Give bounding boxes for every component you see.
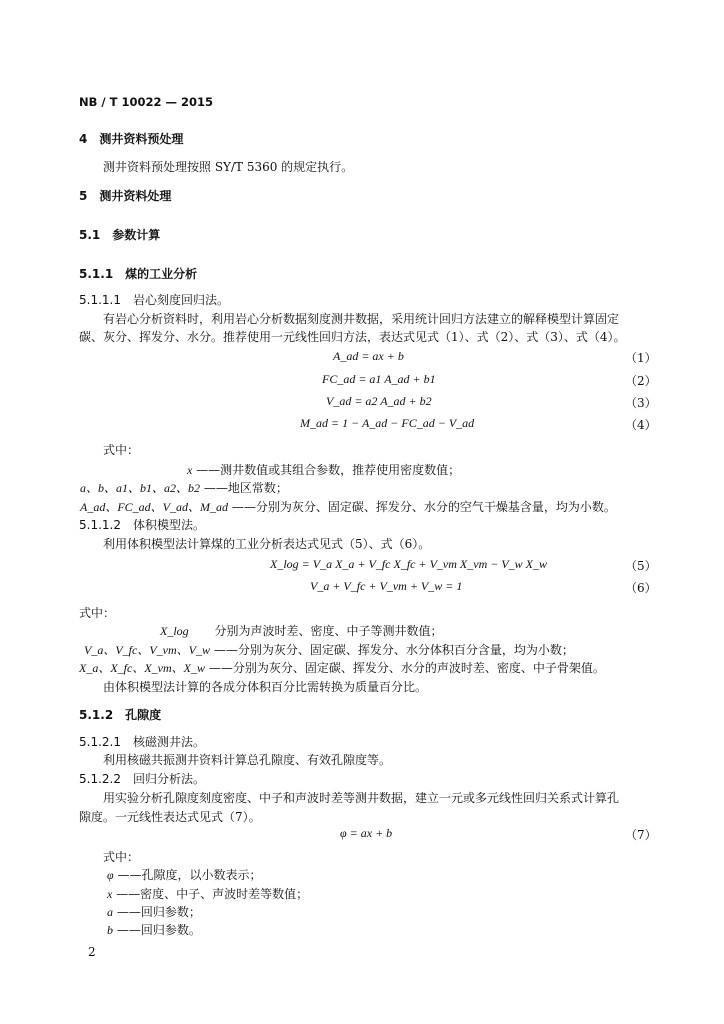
paragraph-line: 用实验分析孔隙度刻度密度、中子和声波时差等测井数据，建立一元或多元线性回归关系式计算孔: [103, 791, 620, 805]
definition-text: 分别为声波时差、密度、中子等测井数值；: [214, 624, 443, 638]
equation-4: M_ad = 1 − A_ad − FC_ad − V_ad: [300, 416, 475, 430]
equation-5: X_log = V_a X_a + V_fc X_fc + V_vm X_vm − V_w X_w: [270, 557, 548, 571]
section-4-text: 测井资料预处理按照 SY/T 5360 的规定执行。: [103, 160, 354, 174]
note: 由体积模型法计算的各成分体积百分比需转换为质量百分比。: [103, 680, 428, 694]
paragraph-line: 碳、灰分、挥发分、水分。推荐使用一元线性回归方法，表达式见式（1）、式（2）、式（3）、式（4）。: [79, 330, 626, 344]
definition-text: ——密度、中子、声波时差等数值；: [116, 887, 309, 901]
section-5-1-1-2-title: 5.1.1.2 体积模型法。: [79, 518, 205, 532]
equation-2: FC_ad = a1 A_ad + b1: [322, 372, 436, 386]
where-label: 式中：: [103, 443, 140, 457]
definition-row: [80, 479, 288, 496]
definition-text: ——回归参数；: [116, 905, 201, 919]
definition-symbol: b: [107, 923, 113, 937]
equation-number: （3）: [625, 396, 657, 410]
section-4-title: 4 测井资料预处理: [79, 132, 184, 146]
definition-row: [107, 903, 201, 920]
paragraph: 利用核磁共振测井资料计算总孔隙度、有效孔隙度等。: [103, 753, 392, 767]
definition-row: [107, 885, 308, 902]
definition-text: ——分别为灰分、固定碳、挥发分、水分的空气干燥基含量，均为小数。: [231, 500, 616, 514]
equation-number: （4）: [625, 418, 657, 432]
definition-text: ——回归参数。: [116, 923, 201, 937]
where-label: 式中：: [103, 850, 140, 864]
section-5-1-2-2-title: 5.1.2.2 回归分析法。: [79, 772, 205, 786]
definition-text: ——孔隙度，以小数表示；: [117, 868, 262, 882]
paragraph: 利用体积模型法计算煤的工业分析表达式见式（5）、式（6）。: [103, 537, 431, 551]
definition-text: ——地区常数；: [203, 481, 288, 495]
definition-symbol: X_log: [160, 624, 189, 638]
section-5-1-title: 5.1 参数计算: [79, 228, 161, 242]
definition-row: [187, 461, 460, 478]
section-5-1-2-1-title: 5.1.2.1 核磁测井法。: [79, 735, 205, 749]
standard-number: NB / T 10022 — 2015: [79, 95, 213, 109]
equation-7: φ = ax + b: [340, 826, 393, 840]
definition-symbol: a: [107, 905, 113, 919]
paragraph-line: 有岩心分析资料时，利用岩心分析数据刻度测井数据，采用统计回归方法建立的解释模型计算固定: [103, 312, 620, 326]
definition-symbol: x: [187, 463, 193, 477]
equation-number: （7）: [625, 828, 657, 842]
definition-row: [107, 921, 201, 938]
definition-row: [160, 622, 443, 639]
definition-row: [79, 659, 605, 676]
equation-1: A_ad = ax + b: [333, 349, 404, 363]
equation-number: （6）: [625, 581, 657, 595]
definition-row: [107, 866, 261, 883]
page-number: 2: [88, 945, 96, 959]
equation-number: （2）: [625, 374, 657, 388]
section-5-title: 5 测井资料处理: [79, 189, 172, 203]
definition-text: ——测井数值或其组合参数，推荐使用密度数值；: [196, 463, 461, 477]
definition-row: [84, 641, 574, 658]
section-5-1-1-title: 5.1.1 煤的工业分析: [79, 267, 198, 281]
equation-number: （5）: [625, 559, 657, 573]
equation-6: V_a + V_fc + V_vm + V_w = 1: [310, 579, 463, 593]
equation-number: （1）: [625, 351, 657, 365]
equation-3: V_ad = a2 A_ad + b2: [326, 394, 432, 408]
definition-symbol: V_a、V_fc、V_vm、V_w: [84, 643, 210, 657]
paragraph-line: 隙度。一元线性表达式见式（7）。: [79, 810, 261, 824]
where-label: 式中：: [79, 606, 116, 620]
definition-text: ——分别为灰分、固定碳、挥发分、水分的声波时差、密度、中子骨架值。: [208, 661, 605, 675]
section-5-1-1-1-title: 5.1.1.1 岩心刻度回归法。: [79, 293, 229, 307]
definition-symbol: A_ad、FC_ad、V_ad、M_ad: [80, 500, 228, 514]
definition-symbol: φ: [107, 868, 114, 882]
definition-symbol: x: [107, 887, 113, 901]
section-5-1-2-title: 5.1.2 孔隙度: [79, 708, 162, 722]
definition-text: ——分别为灰分、固定碳、挥发分、水分体积百分含量，均为小数；: [213, 643, 574, 657]
definition-row: [80, 498, 616, 515]
definition-symbol: a、b、a1、b1、a2、b2: [80, 481, 201, 495]
definition-symbol: X_a、X_fc、X_vm、X_w: [79, 661, 205, 675]
